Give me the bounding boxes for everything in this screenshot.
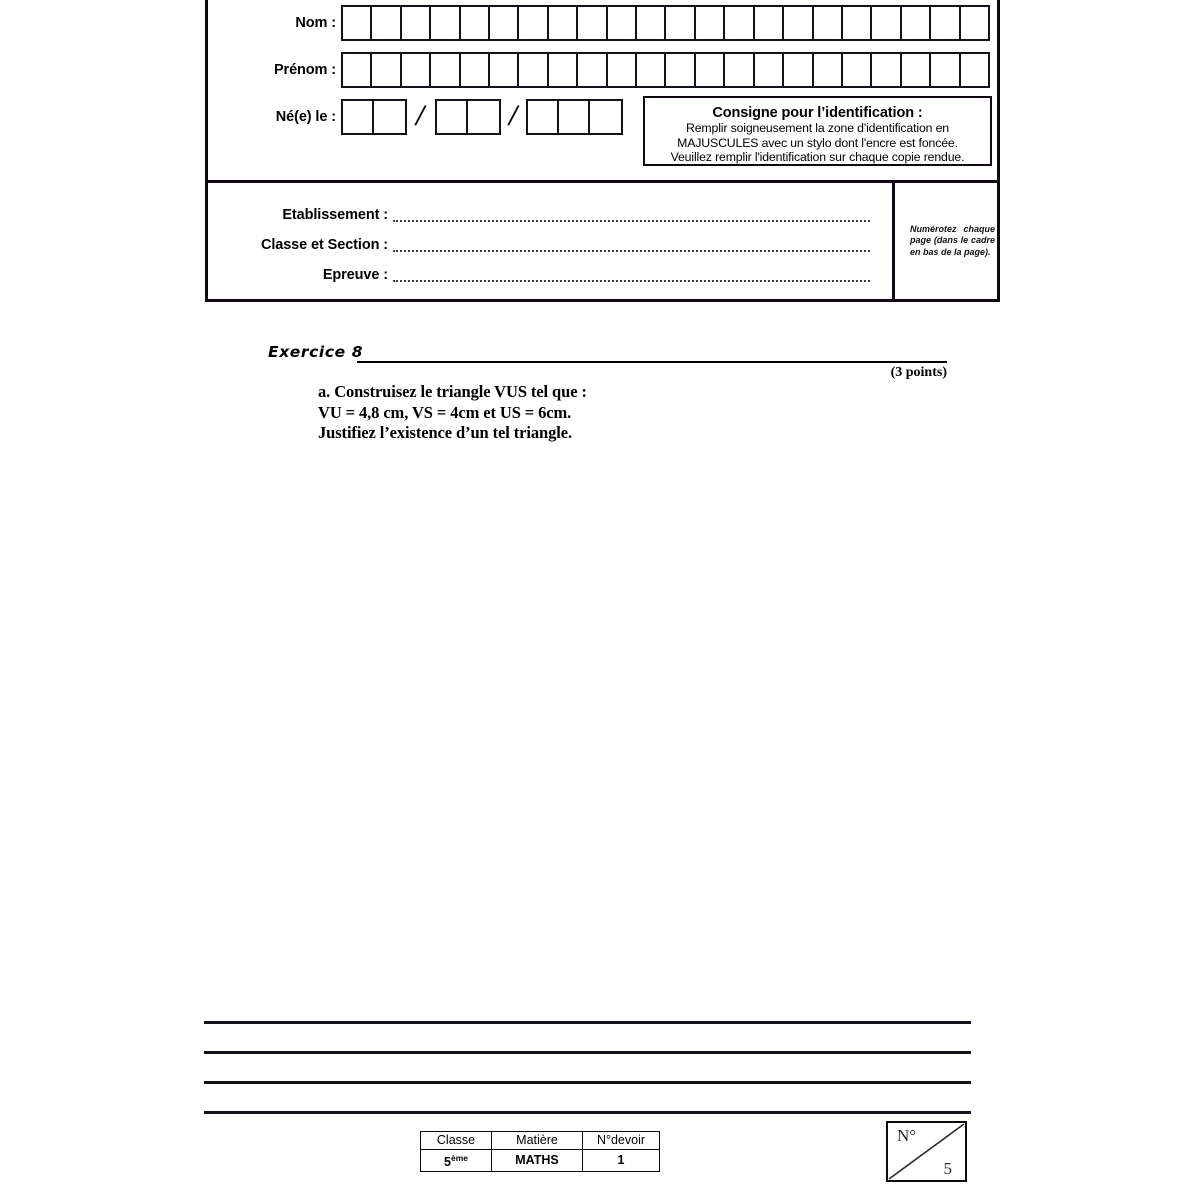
character-cell[interactable] bbox=[343, 54, 372, 86]
header-classe: Classe bbox=[421, 1132, 492, 1150]
character-cell[interactable] bbox=[559, 101, 590, 133]
character-cell[interactable] bbox=[843, 54, 872, 86]
exercise-body-line-2: VU = 4,8 cm, VS = 4cm et US = 6cm. bbox=[318, 402, 572, 422]
answer-line bbox=[204, 1081, 971, 1084]
character-cell[interactable] bbox=[372, 54, 401, 86]
character-cell[interactable] bbox=[755, 7, 784, 39]
character-cell[interactable] bbox=[490, 7, 519, 39]
page-number-box bbox=[886, 1121, 967, 1182]
exercise-body-line-3: Justifiez l’existence d’un tel triangle. bbox=[318, 423, 572, 442]
input-grid-birth-month[interactable] bbox=[435, 99, 501, 135]
input-grid-birth-day[interactable] bbox=[341, 99, 407, 135]
character-cell[interactable] bbox=[872, 7, 901, 39]
character-cell[interactable] bbox=[374, 101, 405, 133]
character-cell[interactable] bbox=[461, 7, 490, 39]
numbering-note bbox=[902, 183, 1003, 299]
page-number-label: N° bbox=[897, 1126, 917, 1145]
character-cell[interactable] bbox=[931, 54, 960, 86]
character-cell[interactable] bbox=[725, 7, 754, 39]
character-cell[interactable] bbox=[843, 7, 872, 39]
consigne-line-2: MAJUSCULES avec un stylo dont l'encre est foncée. bbox=[677, 135, 958, 150]
value-classe-number: 5 bbox=[444, 1155, 451, 1170]
character-cell[interactable] bbox=[725, 54, 754, 86]
consigne-title: Consigne pour l’identification : bbox=[712, 105, 923, 121]
character-cell[interactable] bbox=[549, 7, 578, 39]
date-separator-2: / bbox=[509, 99, 518, 132]
character-cell[interactable] bbox=[872, 54, 901, 86]
consigne-line-3: Veuillez remplir l'identification sur chaque copie rendue. bbox=[670, 150, 965, 165]
identification-lower-section bbox=[208, 183, 997, 299]
answer-line bbox=[204, 1051, 971, 1054]
character-cell[interactable] bbox=[431, 54, 460, 86]
character-cell[interactable] bbox=[637, 54, 666, 86]
character-cell[interactable] bbox=[961, 7, 988, 39]
input-grid-birth-year[interactable] bbox=[526, 99, 623, 135]
page-number-value: 5 bbox=[943, 1159, 952, 1178]
character-cell[interactable] bbox=[431, 7, 460, 39]
input-grid-prenom[interactable] bbox=[341, 52, 990, 88]
label-prenom: Prénom : bbox=[273, 62, 336, 78]
field-row-prenom bbox=[208, 52, 997, 88]
character-cell[interactable] bbox=[961, 54, 988, 86]
character-cell[interactable] bbox=[814, 54, 843, 86]
consigne-line-1: Remplir soigneusement la zone d'identification en bbox=[686, 121, 949, 135]
value-matiere: MATHS bbox=[492, 1150, 583, 1172]
header-numero-devoir: N°devoir bbox=[583, 1132, 660, 1150]
character-cell[interactable] bbox=[519, 7, 548, 39]
footer-info-table bbox=[420, 1131, 660, 1172]
character-cell[interactable] bbox=[549, 54, 578, 86]
character-cell[interactable] bbox=[696, 7, 725, 39]
label-birthdate: Né(e) le : bbox=[275, 109, 336, 125]
character-cell[interactable] bbox=[519, 54, 548, 86]
character-cell[interactable] bbox=[402, 54, 431, 86]
input-etablissement[interactable] bbox=[393, 209, 870, 222]
character-cell[interactable] bbox=[402, 7, 431, 39]
character-cell[interactable] bbox=[468, 101, 499, 133]
label-nom: Nom : bbox=[295, 15, 336, 31]
input-grid-nom[interactable] bbox=[341, 5, 990, 41]
identification-block bbox=[205, 0, 1000, 302]
character-cell[interactable] bbox=[637, 7, 666, 39]
character-cell[interactable] bbox=[784, 7, 813, 39]
field-row-classe-section bbox=[208, 230, 892, 260]
field-row-etablissement bbox=[208, 200, 892, 230]
character-cell[interactable] bbox=[755, 54, 784, 86]
exercise-points: (3 points) bbox=[890, 365, 947, 380]
label-classe-section: Classe et Section : bbox=[260, 237, 388, 253]
character-cell[interactable] bbox=[696, 54, 725, 86]
character-cell[interactable] bbox=[528, 101, 559, 133]
character-cell[interactable] bbox=[490, 54, 519, 86]
label-epreuve: Epreuve : bbox=[322, 267, 388, 283]
table-row-headers bbox=[421, 1132, 660, 1150]
character-cell[interactable] bbox=[461, 54, 490, 86]
answer-line bbox=[204, 1021, 971, 1024]
exercise-body-line-1: a. Construisez le triangle VUS tel que : bbox=[318, 382, 587, 401]
character-cell[interactable] bbox=[590, 101, 621, 133]
character-cell[interactable] bbox=[814, 7, 843, 39]
character-cell[interactable] bbox=[343, 7, 372, 39]
school-fields-group bbox=[208, 183, 895, 299]
label-etablissement: Etablissement : bbox=[282, 207, 388, 223]
character-cell[interactable] bbox=[608, 54, 637, 86]
character-cell[interactable] bbox=[372, 7, 401, 39]
date-separator-1: / bbox=[416, 99, 425, 132]
character-cell[interactable] bbox=[437, 101, 468, 133]
exercise-section bbox=[268, 343, 968, 442]
identification-upper-section bbox=[208, 0, 997, 183]
character-cell[interactable] bbox=[578, 54, 607, 86]
character-cell[interactable] bbox=[343, 101, 374, 133]
answer-line bbox=[204, 1111, 971, 1114]
numbering-note-text: Numérotez chaque page (dans le cadre en bas de la page). bbox=[910, 223, 995, 257]
value-classe bbox=[421, 1150, 492, 1172]
exercise-header bbox=[268, 343, 968, 365]
exercise-title-rule bbox=[357, 361, 947, 363]
input-epreuve[interactable] bbox=[393, 269, 870, 282]
character-cell[interactable] bbox=[578, 7, 607, 39]
consigne-box bbox=[643, 96, 992, 166]
character-cell[interactable] bbox=[931, 7, 960, 39]
character-cell[interactable] bbox=[902, 7, 931, 39]
value-classe-ordinal: ème bbox=[450, 1153, 468, 1163]
character-cell[interactable] bbox=[666, 54, 695, 86]
exercise-title: Exercice 8 bbox=[268, 343, 364, 361]
character-cell[interactable] bbox=[784, 54, 813, 86]
character-cell[interactable] bbox=[608, 7, 637, 39]
input-classe-section[interactable] bbox=[393, 239, 870, 252]
character-cell[interactable] bbox=[666, 7, 695, 39]
character-cell[interactable] bbox=[902, 54, 931, 86]
field-row-epreuve bbox=[208, 260, 892, 290]
field-row-nom bbox=[208, 5, 997, 41]
table-row-values bbox=[421, 1150, 660, 1172]
value-numero-devoir: 1 bbox=[583, 1150, 660, 1172]
exercise-body bbox=[318, 382, 587, 444]
header-matiere: Matière bbox=[492, 1132, 583, 1150]
